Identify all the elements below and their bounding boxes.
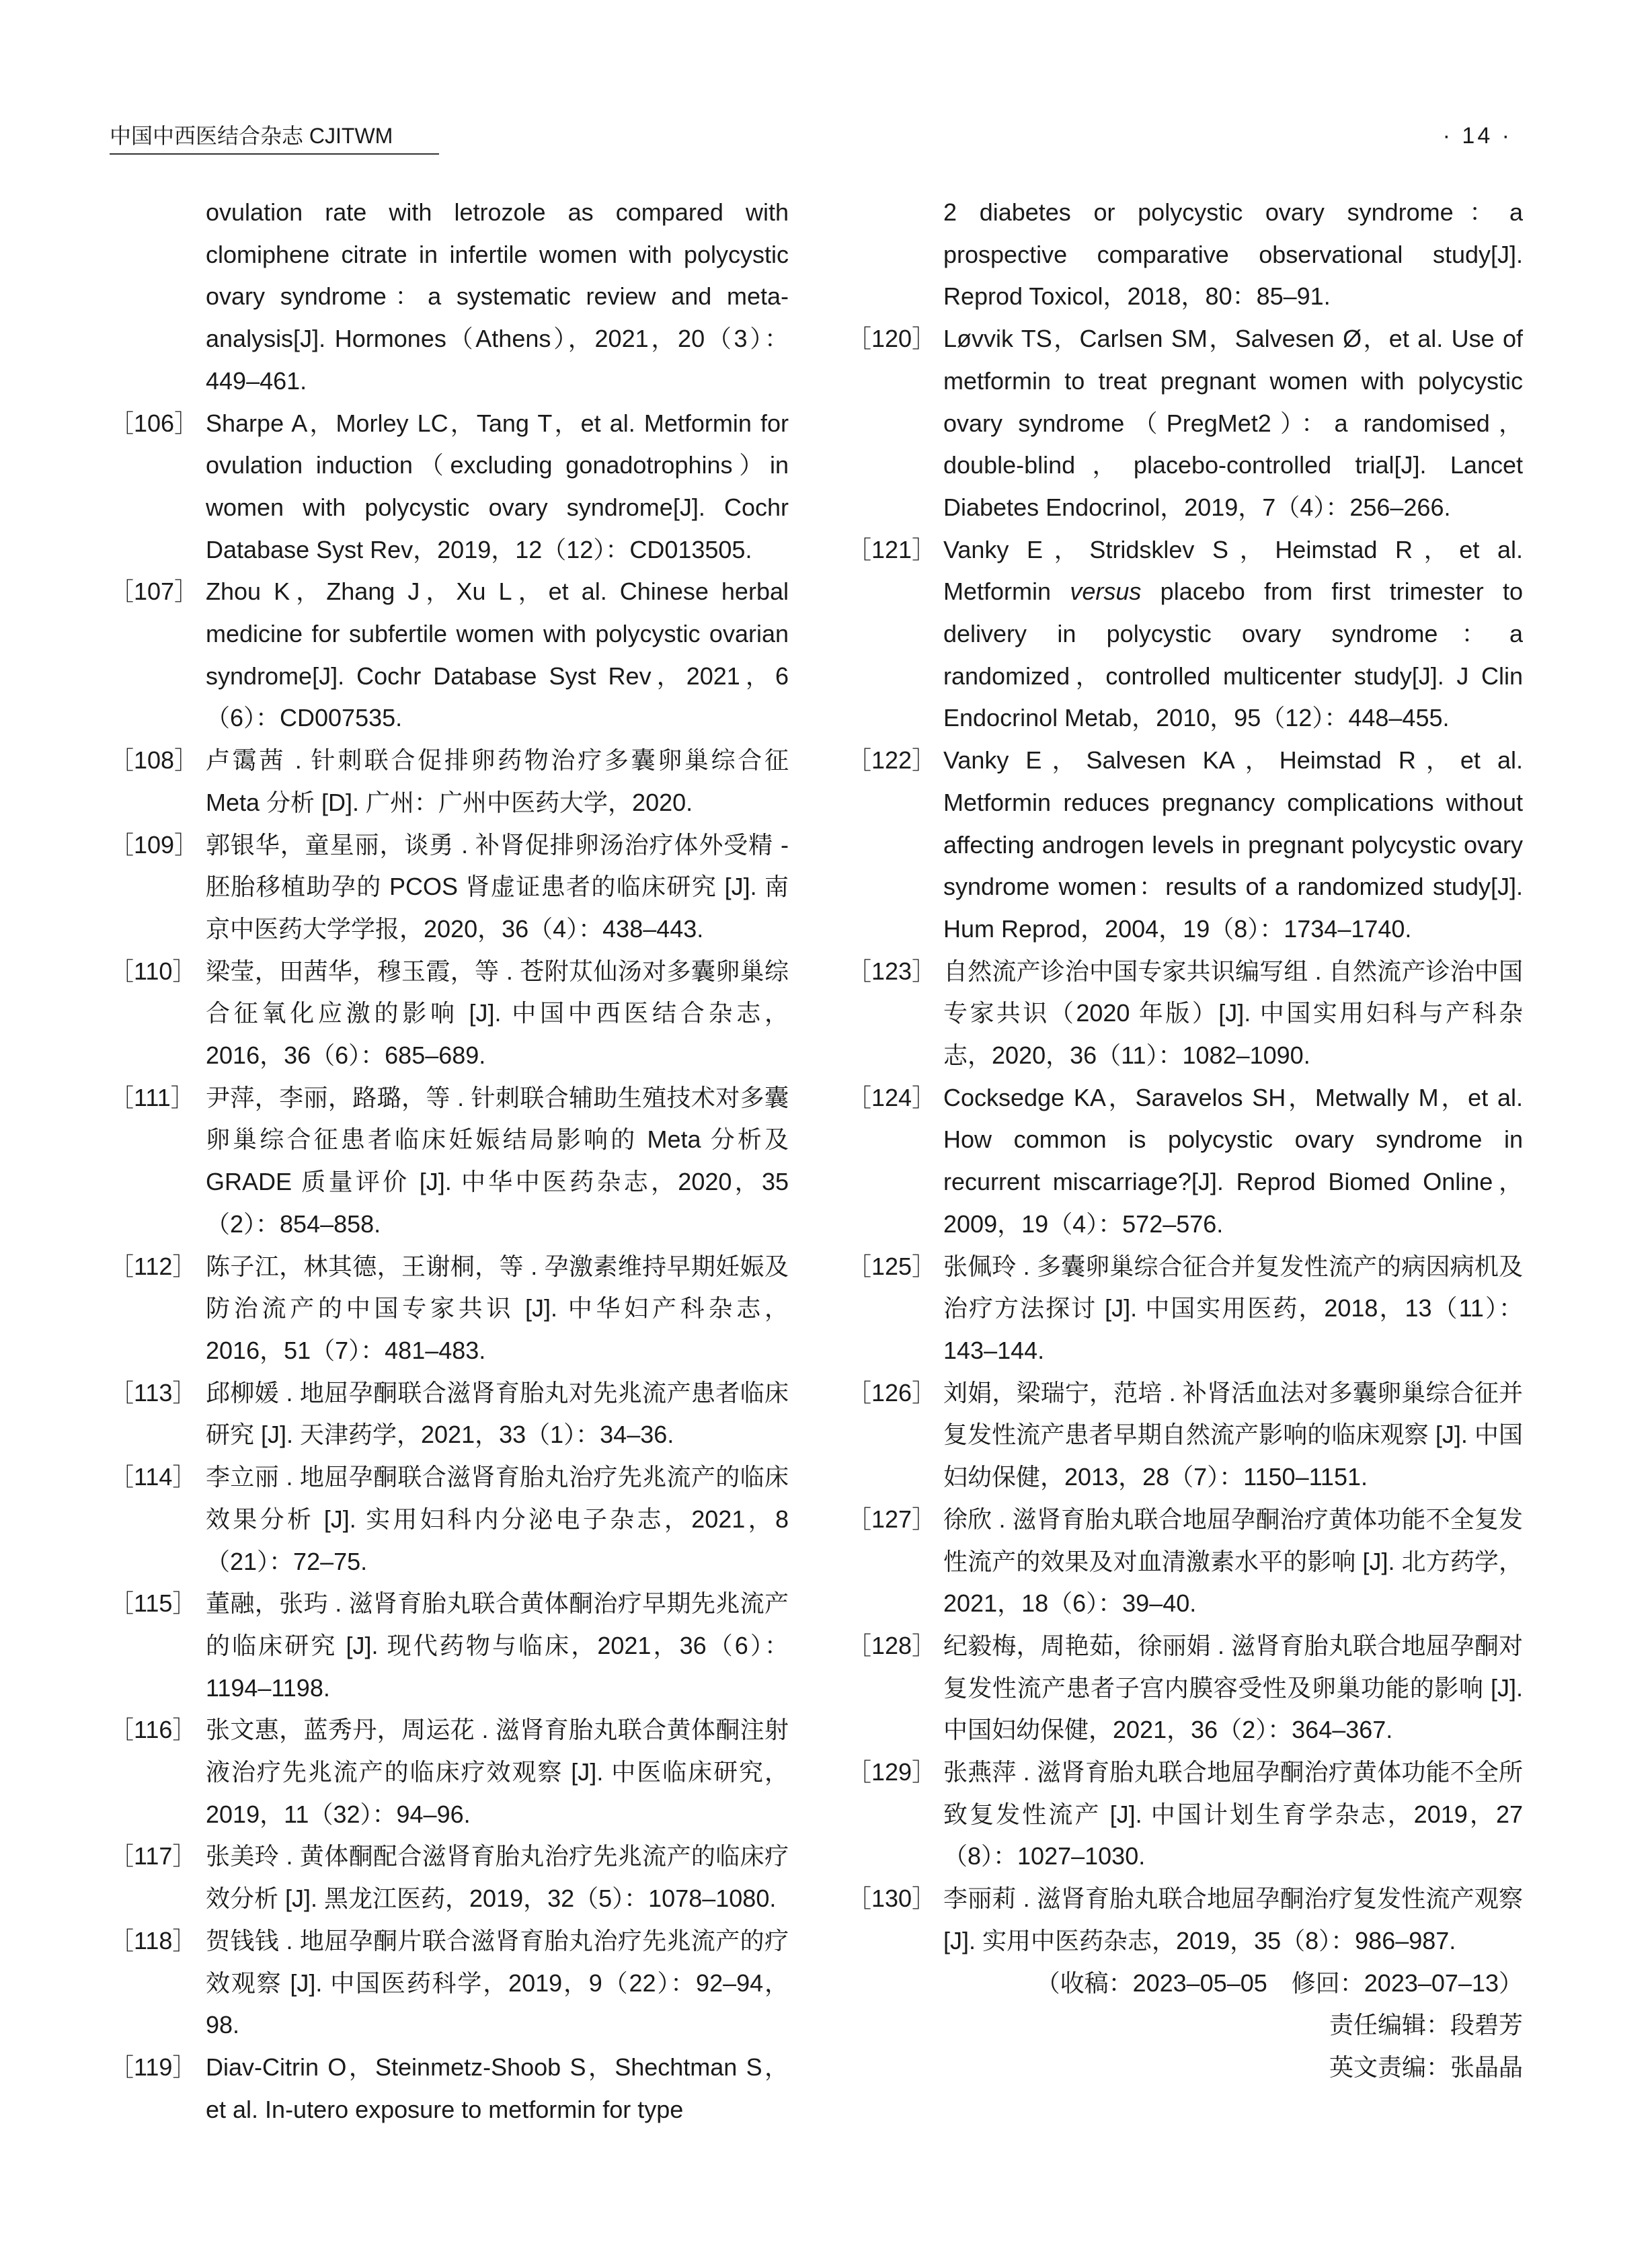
reference-text: 纪毅梅，周艳茹，徐丽娟 . 滋肾育胎丸联合地屈孕酮对复发性流产患者子宫内膜容受性及卵巢功能的影响 [J]. 中国妇幼保健，2021，36（2）：364–367. [943, 1631, 1523, 1744]
reference-text: Sharpe A，Morley LC，Tang T，et al. Metformin for ovulation induction（excluding gonadotrophins）in women with polycystic ovary syndrome[J]. Cochr Database Syst Rev，2019，12（12）：CD013505. [206, 409, 789, 563]
reference-number: ［115］ [110, 1589, 197, 1618]
reference-item [110, 1456, 789, 1583]
reference-item [847, 1625, 1523, 1751]
reference-text: 徐欣 . 滋肾育胎丸联合地屈孕酮治疗黄体功能不全复发性流产的效果及对血清激素水平的影响 [J]. 北方药学，2021，18（6）：39–40. [943, 1505, 1523, 1618]
reference-number: ［123］ [847, 957, 937, 985]
reference-item [110, 1709, 789, 1835]
reference-text: 邱柳媛 . 地屈孕酮联合滋肾育胎丸对先兆流产患者临床研究 [J]. 天津药学，2021，33（1）：34–36. [206, 1378, 789, 1449]
reference-number: ［130］ [847, 1885, 937, 1913]
reference-item [847, 529, 1523, 740]
reference-item [110, 1077, 789, 1246]
page-number: · 14 · [1442, 123, 1512, 149]
reference-text: Zhou K，Zhang J，Xu L，et al. Chinese herbal medicine for subfertile women with polycystic ovarian syndrome[J]. Cochr Database Syst Rev，2021，6（6）：CD007535. [206, 578, 789, 732]
reference-text: 2 diabetes or polycystic ovary syndrome：a prospective comparative observational study[J]. Reprod Toxicol，2018，80：85–91. [943, 198, 1523, 311]
reference-number: ［111］ [110, 1083, 195, 1111]
reference-number: ［128］ [847, 1631, 937, 1659]
reference-text: 刘娟，梁瑞宁，范培 . 补肾活血法对多囊卵巢综合征并复发性流产患者早期自然流产影响的临床观察 [J]. 中国妇幼保健，2013，28（7）：1150–1151. [943, 1378, 1523, 1491]
reference-item [110, 192, 789, 403]
reference-number: ［118］ [110, 1926, 197, 1954]
reference-number: ［109］ [110, 830, 199, 859]
reference-text: Diav-Citrin O，Steinmetz-Shoob S，Shechtman S，et al. In-utero exposure to metformin for type [206, 2053, 789, 2123]
reference-text: 卢霭茜 . 针刺联合促排卵药物治疗多囊卵巢综合征 Meta 分析 [D]. 广州：广州中医药大学，2020. [206, 746, 789, 816]
reference-item [110, 1246, 789, 1372]
reference-item [847, 1077, 1523, 1246]
responsible-editor: 责任编辑：段碧芳 [1329, 2011, 1523, 2039]
reference-number: ［110］ [110, 957, 197, 985]
reference-number: ［107］ [110, 578, 199, 606]
reference-text: 张佩玲 . 多囊卵巢综合征合并复发性流产的病因病机及治疗方法探讨 [J]. 中国实用医药，2018，13（11）：143–144. [943, 1252, 1523, 1364]
reference-text: 尹萍，李丽，路璐，等 . 针刺联合辅助生殖技术对多囊卵巢综合征患者临床妊娠结局影响的 Meta 分析及 GRADE 质量评价 [J]. 中华中医药杂志，2020，35（2）：854–858. [206, 1083, 789, 1238]
reference-item [847, 1372, 1523, 1499]
reference-text: 郭银华，童星丽，谈勇 . 补肾促排卵汤治疗体外受精 - 胚胎移植助孕的 PCOS 肾虚证患者的临床研究 [J]. 南京中医药大学学报，2020，36（4）：438–443. [206, 830, 789, 943]
reference-column-right [847, 192, 1523, 2089]
journal-header: 中国中西医结合杂志 CJITWM [110, 121, 439, 155]
reference-text: 自然流产诊治中国专家共识编写组 . 自然流产诊治中国专家共识（2020 年版）[J]. 中国实用妇科与产科杂志，2020，36（11）：1082–1090. [943, 957, 1523, 1070]
reference-number: ［126］ [847, 1378, 937, 1407]
reference-item [110, 824, 789, 951]
reference-item [847, 318, 1523, 529]
reference-text: 张美玲 . 黄体酮配合滋肾育胎丸治疗先兆流产的临床疗效分析 [J]. 黑龙江医药，2019，32（5）：1078–1080. [206, 1842, 789, 1913]
reference-item [847, 1878, 1523, 1962]
reference-number: ［120］ [847, 325, 937, 353]
reference-item [847, 1751, 1523, 1878]
reference-number: ［116］ [110, 1716, 197, 1744]
reference-text: 贺钱钱 . 地屈孕酮片联合滋肾育胎丸治疗先兆流产的疗效观察 [J]. 中国医药科学，2019，9（22）：92–94，98. [206, 1926, 789, 2039]
reference-number: ［114］ [110, 1463, 197, 1491]
reference-text: Cocksedge KA，Saravelos SH，Metwally M，et al. How common is polycystic ovary syndrome in recurrent miscarriage?[J]. Reprod Biomed Online，2009，19（4）：572–576. [943, 1083, 1523, 1238]
reference-text: 李立丽 . 地屈孕酮联合滋肾育胎丸治疗先兆流产的临床效果分析 [J]. 实用妇科内分泌电子杂志，2021，8（21）：72–75. [206, 1463, 789, 1575]
reference-text: 李丽莉 . 滋肾育胎丸联合地屈孕酮治疗复发性流产观察 [J]. 实用中医药杂志，2019，35（8）：986–987. [943, 1885, 1523, 1954]
reference-text: 张文惠，蓝秀丹，周运花 . 滋肾育胎丸联合黄体酮注射液治疗先兆流产的临床疗效观察 [J]. 中医临床研究，2019，11（32）：94–96. [206, 1716, 789, 1828]
reference-item [110, 1583, 789, 1709]
reference-number: ［106］ [110, 409, 199, 437]
reference-number: ［108］ [110, 746, 199, 775]
reference-number: ［127］ [847, 1505, 937, 1533]
reference-number: ［113］ [110, 1378, 197, 1407]
reference-text-start: Vanky E，Stridsklev S，Heimstad R，et al. Metformin [943, 535, 1523, 606]
reference-item [110, 571, 789, 740]
reference-item [847, 192, 1523, 318]
reference-item [110, 2047, 789, 2131]
reference-text: 梁莹，田茜华，穆玉霞，等 . 苍附苁仙汤对多囊卵巢综合征氧化应激的影响 [J]. 中国中西医结合杂志，2016，36（6）：685–689. [206, 957, 789, 1070]
reference-item [847, 740, 1523, 951]
reference-number: ［112］ [110, 1252, 197, 1280]
reference-item [110, 1920, 789, 2047]
reference-number: ［122］ [847, 746, 937, 775]
italic-term: versus [1070, 578, 1142, 606]
reference-text: ovulation rate with letrozole as compared with clomiphene citrate in infertile women with polycystic ovary syndrome：a systematic review and meta-analysis[J]. Hormones（Athens），2021，20（3）：449–461. [206, 198, 789, 395]
reference-text: 张燕萍 . 滋肾育胎丸联合地屈孕酮治疗黄体功能不全所致复发性流产 [J]. 中国计划生育学杂志，2019，27（8）：1027–1030. [943, 1758, 1523, 1870]
reference-item [110, 1372, 789, 1456]
reference-number: ［117］ [110, 1842, 197, 1870]
reference-item [110, 740, 789, 824]
english-editor: 英文责编：张晶晶 [1329, 2053, 1523, 2081]
reference-item [110, 1835, 789, 1920]
reference-text: 陈子江，林其德，王谢桐，等 . 孕激素维持早期妊娠及防治流产的中国专家共识 [J]. 中华妇产科杂志，2016，51（7）：481–483. [206, 1252, 789, 1364]
received-date: （收稿：2023–05–05 修回：2023–07–13） [1035, 1969, 1523, 1997]
reference-number: ［121］ [847, 535, 937, 563]
reference-item [847, 1499, 1523, 1625]
reference-number: ［119］ [110, 2053, 197, 2081]
reference-number: ［125］ [847, 1252, 937, 1280]
reference-number: ［124］ [847, 1083, 937, 1111]
reference-text: Løvvik TS，Carlsen SM，Salvesen Ø，et al. Use of metformin to treat pregnant women with polycystic ovary syndrome（PregMet2）：a randomised，double-blind，placebo-controlled trial[J]. Lancet Diabetes Endocrinol，2019，7（4）：256–266. [943, 325, 1523, 521]
reference-item [847, 1246, 1523, 1372]
reference-text: 董融，张玙 . 滋肾育胎丸联合黄体酮治疗早期先兆流产的临床研究 [J]. 现代药物与临床，2021，36（6）：1194–1198. [206, 1589, 789, 1702]
reference-item [847, 951, 1523, 1077]
reference-text [943, 529, 1523, 740]
reference-number: ［129］ [847, 1758, 937, 1786]
reference-text: Vanky E，Salvesen KA，Heimstad R，et al. Metformin reduces pregnancy complications without affecting androgen levels in pregnant polycystic ovary syndrome women：results of a randomized study[J]. Hum Reprod，2004，19（8）：1734–1740. [943, 746, 1523, 943]
reference-item [110, 403, 789, 571]
reference-column-left [110, 192, 789, 2131]
reference-item [110, 951, 789, 1077]
reference-text-rest: placebo from first trimester to delivery in polycystic ovary syndrome：a randomized，controlled multicenter study[J]. J Clin Endocrinol Metab，2010，95（12）：448–455. [943, 578, 1523, 732]
